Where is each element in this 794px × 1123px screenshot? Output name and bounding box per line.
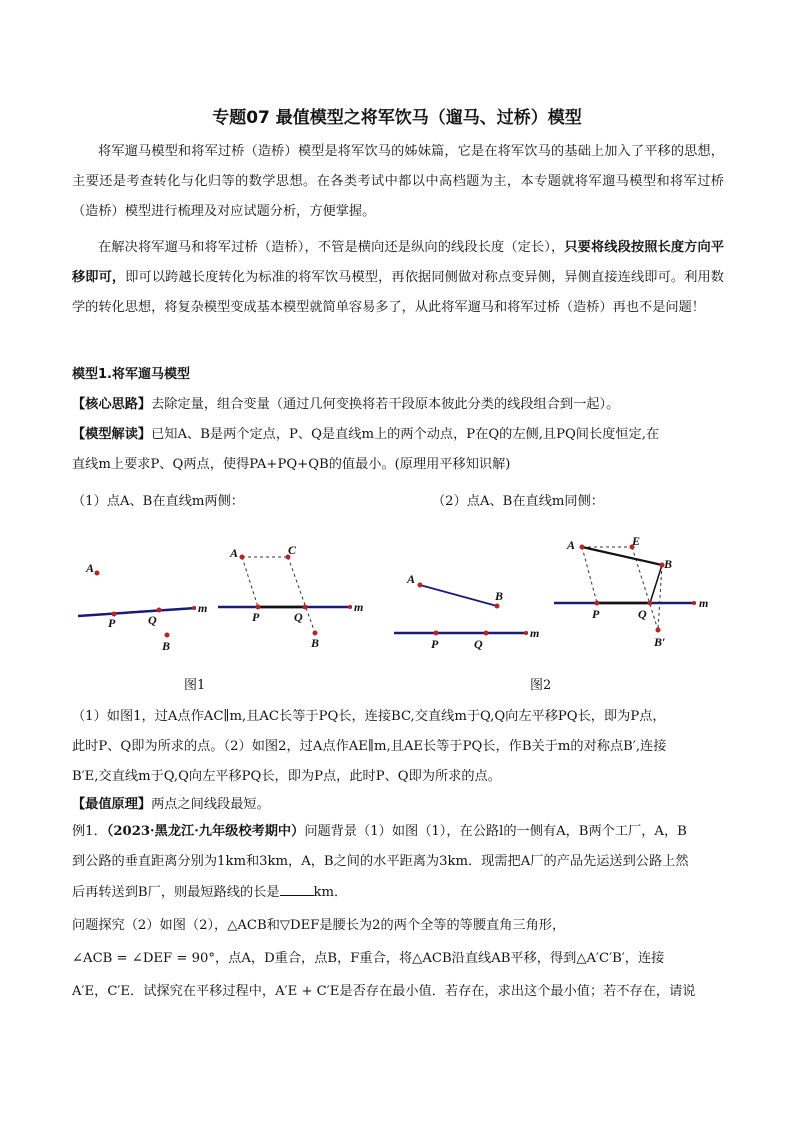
fig1-point-a-right: [240, 555, 245, 560]
fig2-label-p-right: P: [592, 607, 600, 621]
example-1-line-3: [72, 881, 724, 905]
example-1-text-1: 问题背景（1）如图（1），在公路l的一侧有A，B两个工厂，A，B: [304, 824, 687, 839]
case-1-label: （1）点A、B在直线m两侧：: [72, 494, 244, 509]
answer-blank: [280, 883, 314, 896]
fig1-line-m-left: [78, 608, 196, 616]
fig1-label-p-right: P: [252, 610, 260, 624]
fig1-point-q-right: [303, 605, 308, 610]
fig2-label-bprime-right: B′: [654, 635, 666, 649]
explanation-line-1: （1）如图1，过A点作AC∥m,且AC长等于PQ长，连接BC,交直线m于Q,Q向左平移PQ长，即为P点，: [72, 709, 666, 724]
example-1-prefix: 例1．: [72, 824, 107, 839]
fig2-point-p-left: [434, 631, 439, 636]
fig1-label-b-left: B: [162, 639, 171, 653]
intro-paragraph-1: 将军遛马模型和将军过桥（造桥）模型是将军饮马的姊妹篇，它是在将军饮马的基础上加入了平移的思想，主要还是考查转化与化归等的数学思想。在各类考试中都以中高档题为主，本专题就将军遛马模型和将军过桥（造桥）模型进行梳理及对应试题分析，方便掌握。: [72, 144, 724, 219]
fig2-point-q-right: [648, 601, 653, 606]
intro2-text-b: 即可以跨越长度转化为标准的将军饮马模型，再依据同侧做对称点变异侧，异侧直接连线即可。利用数学的转化思想，将复杂模型变成基本模型就简单容易多了，从此将军遛马和将军过桥（造桥）再也不是问题！: [72, 270, 724, 315]
fig2-label-b-left: B: [495, 589, 504, 603]
core-idea-line: [72, 393, 724, 417]
fig2-label-q-right: Q: [638, 607, 647, 621]
explanation-line-3: B′E,交直线m于Q,Q向左平移PQ长，即为P点，此时P、Q即为所求的点。: [72, 769, 501, 784]
principle-line: [72, 793, 724, 817]
fig1-point-b-left: [165, 633, 170, 638]
fig2-dashed-ap: [582, 547, 597, 603]
fig2-segment-ab-left: [420, 585, 497, 606]
fig2-point-m-right: [692, 601, 696, 605]
model1-heading: 模型1.将军遛马模型: [72, 367, 190, 382]
fig2-point-m-left: [524, 631, 528, 635]
fig1-label-a-right: A: [230, 546, 239, 560]
figure-1-caption: 图1: [184, 678, 206, 693]
figure-2-caption: 图2: [530, 678, 552, 693]
interpretation-text-1: 已知A、B是两个定点，P、Q是直线m上的两个动点，P在Q的左侧,且PQ间长度恒定,在: [151, 427, 660, 442]
page-title: 专题07 最值模型之将军饮马（遛马、过桥）模型: [212, 108, 582, 128]
figure-1: [70, 530, 370, 660]
example-1-text-3: 后再转送到B厂，则最短路线的长是: [72, 885, 280, 900]
fig1-point-b-right: [313, 631, 318, 636]
fig1-label-q-right: Q: [294, 610, 303, 624]
example-1-line-2: 到公路的垂直距离分别为1km和3km，A，B之间的水平距离为3km．现需把A厂的产品先运送到公路上然: [72, 854, 689, 869]
fig2-point-a-left: [418, 583, 423, 588]
fig2-label-a-right: A: [567, 538, 576, 552]
model-interpretation-line-2: 直线m上要求P、Q两点，使得PA+PQ+QB的值最小。(原理用平移知识解): [72, 457, 511, 472]
fig2-label-e-right: E: [632, 534, 641, 548]
fig2-segment-ab-right: [582, 547, 662, 565]
example-1-unit: km．: [313, 885, 348, 900]
fig2-point-p-right: [595, 601, 600, 606]
fig1-label-a-left: A: [86, 561, 95, 575]
intro2-text-a: 在解决将军遛马和将军过桥（造桥），不管是横向还是纵向的线段长度（定长），: [98, 240, 565, 255]
fig2-label-m-right: m: [699, 596, 709, 610]
fig1-label-p-left: P: [108, 616, 116, 630]
fig2-label-b-right: B: [664, 557, 673, 571]
principle-label: 【最值原理】: [72, 797, 152, 812]
fig1-point-a-left: [95, 571, 100, 576]
fig1-label-m-left: m: [198, 601, 208, 615]
figure-2: [392, 530, 722, 660]
fig2-label-a-left: A: [407, 572, 416, 586]
intro2-bold-text: 只要将线段按照长度方向平移即可，: [72, 240, 725, 285]
model-interpretation-line-1: [72, 423, 724, 447]
fig2-point-bprime-right: [656, 628, 661, 633]
fig1-label-q-left: Q: [148, 613, 157, 627]
fig1-point-m-right: [348, 605, 352, 609]
explanation-line-2: 此时P、Q即为所求的点。（2）如图2，过A点作AE∥m,且AE长等于PQ长，作B关于m的对称点B′,连接: [72, 739, 667, 754]
example-1-line-5: ∠ACB = ∠DEF = 90°，点A，D重合，点B，F重合，将△ACB沿直线AB平移，得到△A′C′B′，连接: [72, 951, 665, 966]
fig2-point-q-left: [484, 631, 489, 636]
example-1-line-4: 问题探究（2）如图（2），△ACB和▽DEF是腰长为2的两个全等的等腰直角三角形，: [72, 918, 566, 933]
fig1-label-m-right: m: [354, 600, 364, 614]
fig1-point-m-left: [192, 606, 196, 610]
intro-paragraph-2: [72, 233, 724, 323]
fig1-point-p-right: [256, 605, 261, 610]
core-idea-text: 去除定量，组合变量（通过几何变换将若干段原本彼此分类的线段组合到一起）。: [151, 397, 620, 412]
example-1-line-6: A′E，C′E．试探究在平移过程中，A′E + C′E是否存在最小值．若存在，求出这个最小值；若不存在，请说: [72, 984, 696, 999]
interpretation-label: 【模型解读】: [72, 427, 152, 442]
fig2-label-q-left: Q: [474, 637, 483, 651]
fig1-label-b-right: B: [311, 636, 320, 650]
example-1-source: （2023·黑龙江·九年级校考期中）: [106, 824, 305, 839]
core-idea-label: 【核心思路】: [72, 397, 152, 412]
fig1-point-q-left: [157, 608, 162, 613]
fig2-point-b-left: [495, 604, 500, 609]
fig1-dashed-ap: [242, 557, 258, 607]
example-1-line-1: [72, 820, 724, 844]
fig2-point-a-right: [580, 545, 585, 550]
fig2-label-p-left: P: [431, 637, 439, 651]
principle-text: 两点之间线段最短。: [151, 797, 270, 812]
fig1-label-c-right: C: [288, 543, 297, 557]
fig2-label-m-left: m: [530, 626, 540, 640]
case-2-label: （2）点A、B在直线m同侧：: [432, 494, 604, 509]
